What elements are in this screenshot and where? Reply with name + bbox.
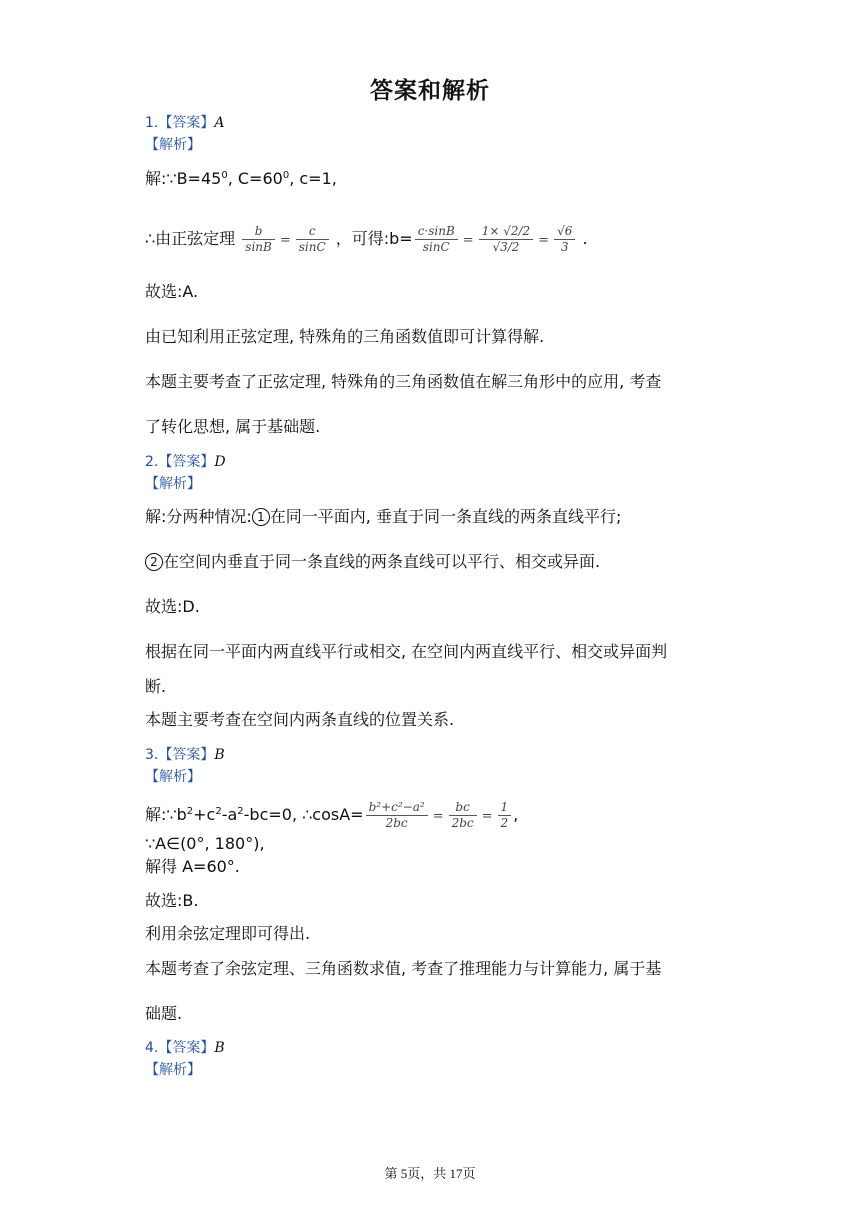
q1-fraction-1: $\frac{b}{\sin B}$ xyxy=(242,224,275,255)
q4-answer-label: 【答案】 xyxy=(158,1040,215,1056)
q2-answer-value: D xyxy=(214,454,226,470)
q1-comment-1: 本题主要考查了正弦定理, 特殊角的三角函数值在解三角形中的应用, 考查 xyxy=(145,372,662,391)
page-title: 答案和解析 xyxy=(370,78,490,104)
q2-analysis-label: 【解析】 xyxy=(145,476,201,492)
q3-choice: 故选:B. xyxy=(145,891,199,910)
q4-answer xyxy=(145,1038,225,1058)
q3-answer xyxy=(145,745,225,765)
q3-fraction-1: $\frac{\text{b²+c²−a²}}{2bc}$ xyxy=(366,800,428,831)
q3-fraction-2: $\frac{bc}{2bc}$ xyxy=(449,800,477,831)
q2-choice: 故选:D. xyxy=(145,597,200,616)
q1-fraction-2: $\frac{c}{\sin C}$ xyxy=(296,224,329,255)
q3-number: 3. xyxy=(145,747,159,763)
q1-analysis-label: 【解析】 xyxy=(145,137,201,153)
q1-answer-label: 【答案】 xyxy=(158,115,215,131)
q1-line-2: ∴由正弦定理 $\frac{b}{\sin B}$ = $\frac{c}{\sin C}$ ，可得:b= $\frac{c\cdot\sin B}{\sin C}$ = $\frac{1\times √2/2}{√3/2}$ = $\frac{√6}{3}$ . xyxy=(145,224,588,254)
circled-number-1: 1 xyxy=(252,508,270,526)
q1-number: 1. xyxy=(145,115,159,131)
q3-line-3: 解得 A=60°. xyxy=(145,857,240,876)
q2-answer-label: 【答案】 xyxy=(158,454,215,470)
q2-method-2: 断. xyxy=(145,677,167,696)
page-footer: 第 5页，共 17页 xyxy=(384,1166,476,1181)
q3-line-1: 解$:\because b^2+c^2-a^2-bc=0$, ∴cosA= $\frac{\text{b²+c²−a²}}{2bc}$ = $\frac{bc}{2bc}$ = $\frac{1}{2}$ , xyxy=(145,800,519,830)
q3-fraction-3: $\frac{1}{2}$ xyxy=(498,800,512,831)
q4-number: 4. xyxy=(145,1040,159,1056)
q2-number: 2. xyxy=(145,454,159,470)
q1-fraction-4: $\frac{1\times √2/2}{√3/2}$ xyxy=(479,224,533,255)
q3-method: 利用余弦定理即可得出. xyxy=(145,924,311,943)
circled-number-2: 2 xyxy=(145,553,163,571)
q2-comment: 本题主要考查在空间内两条直线的位置关系. xyxy=(145,710,455,729)
q1-answer xyxy=(145,113,224,133)
q1-fraction-5: $\frac{√6}{3}$ xyxy=(554,224,575,255)
q1-comment-2: 了转化思想, 属于基础题. xyxy=(145,417,321,436)
q3-answer-value: B xyxy=(214,747,225,763)
q1-method: 由已知利用正弦定理, 特殊角的三角函数值即可计算得解. xyxy=(145,327,545,346)
q2-line-1: 解:分两种情况: 1 在同一平面内, 垂直于同一条直线的两条直线平行; xyxy=(145,507,622,526)
q2-answer xyxy=(145,452,226,472)
q1-choice: 故选:A. xyxy=(145,282,199,301)
q3-answer-label: 【答案】 xyxy=(158,747,215,763)
q1-fraction-3: $\frac{c\cdot\sin B}{\sin C}$ xyxy=(415,224,458,255)
q1-line-1: 解$:\because B=45^0$, $C=60^0$, c=1, xyxy=(145,169,337,188)
q3-line-2: ∵A∈(0°, 180°), xyxy=(145,834,265,853)
q3-comment-1: 本题考查了余弦定理、三角函数求值, 考查了推理能力与计算能力, 属于基 xyxy=(145,959,662,978)
q4-analysis-label: 【解析】 xyxy=(145,1062,201,1078)
q3-analysis-label: 【解析】 xyxy=(145,769,201,785)
q3-comment-2: 础题. xyxy=(145,1004,183,1023)
q2-line-2: 2 在空间内垂直于同一条直线的两条直线可以平行、相交或异面. xyxy=(145,552,600,572)
q4-answer-value: B xyxy=(214,1040,225,1056)
q2-method-1: 根据在同一平面内两直线平行或相交, 在空间内两直线平行、相交或异面判 xyxy=(145,642,668,661)
q1-answer-value: A xyxy=(214,115,225,131)
